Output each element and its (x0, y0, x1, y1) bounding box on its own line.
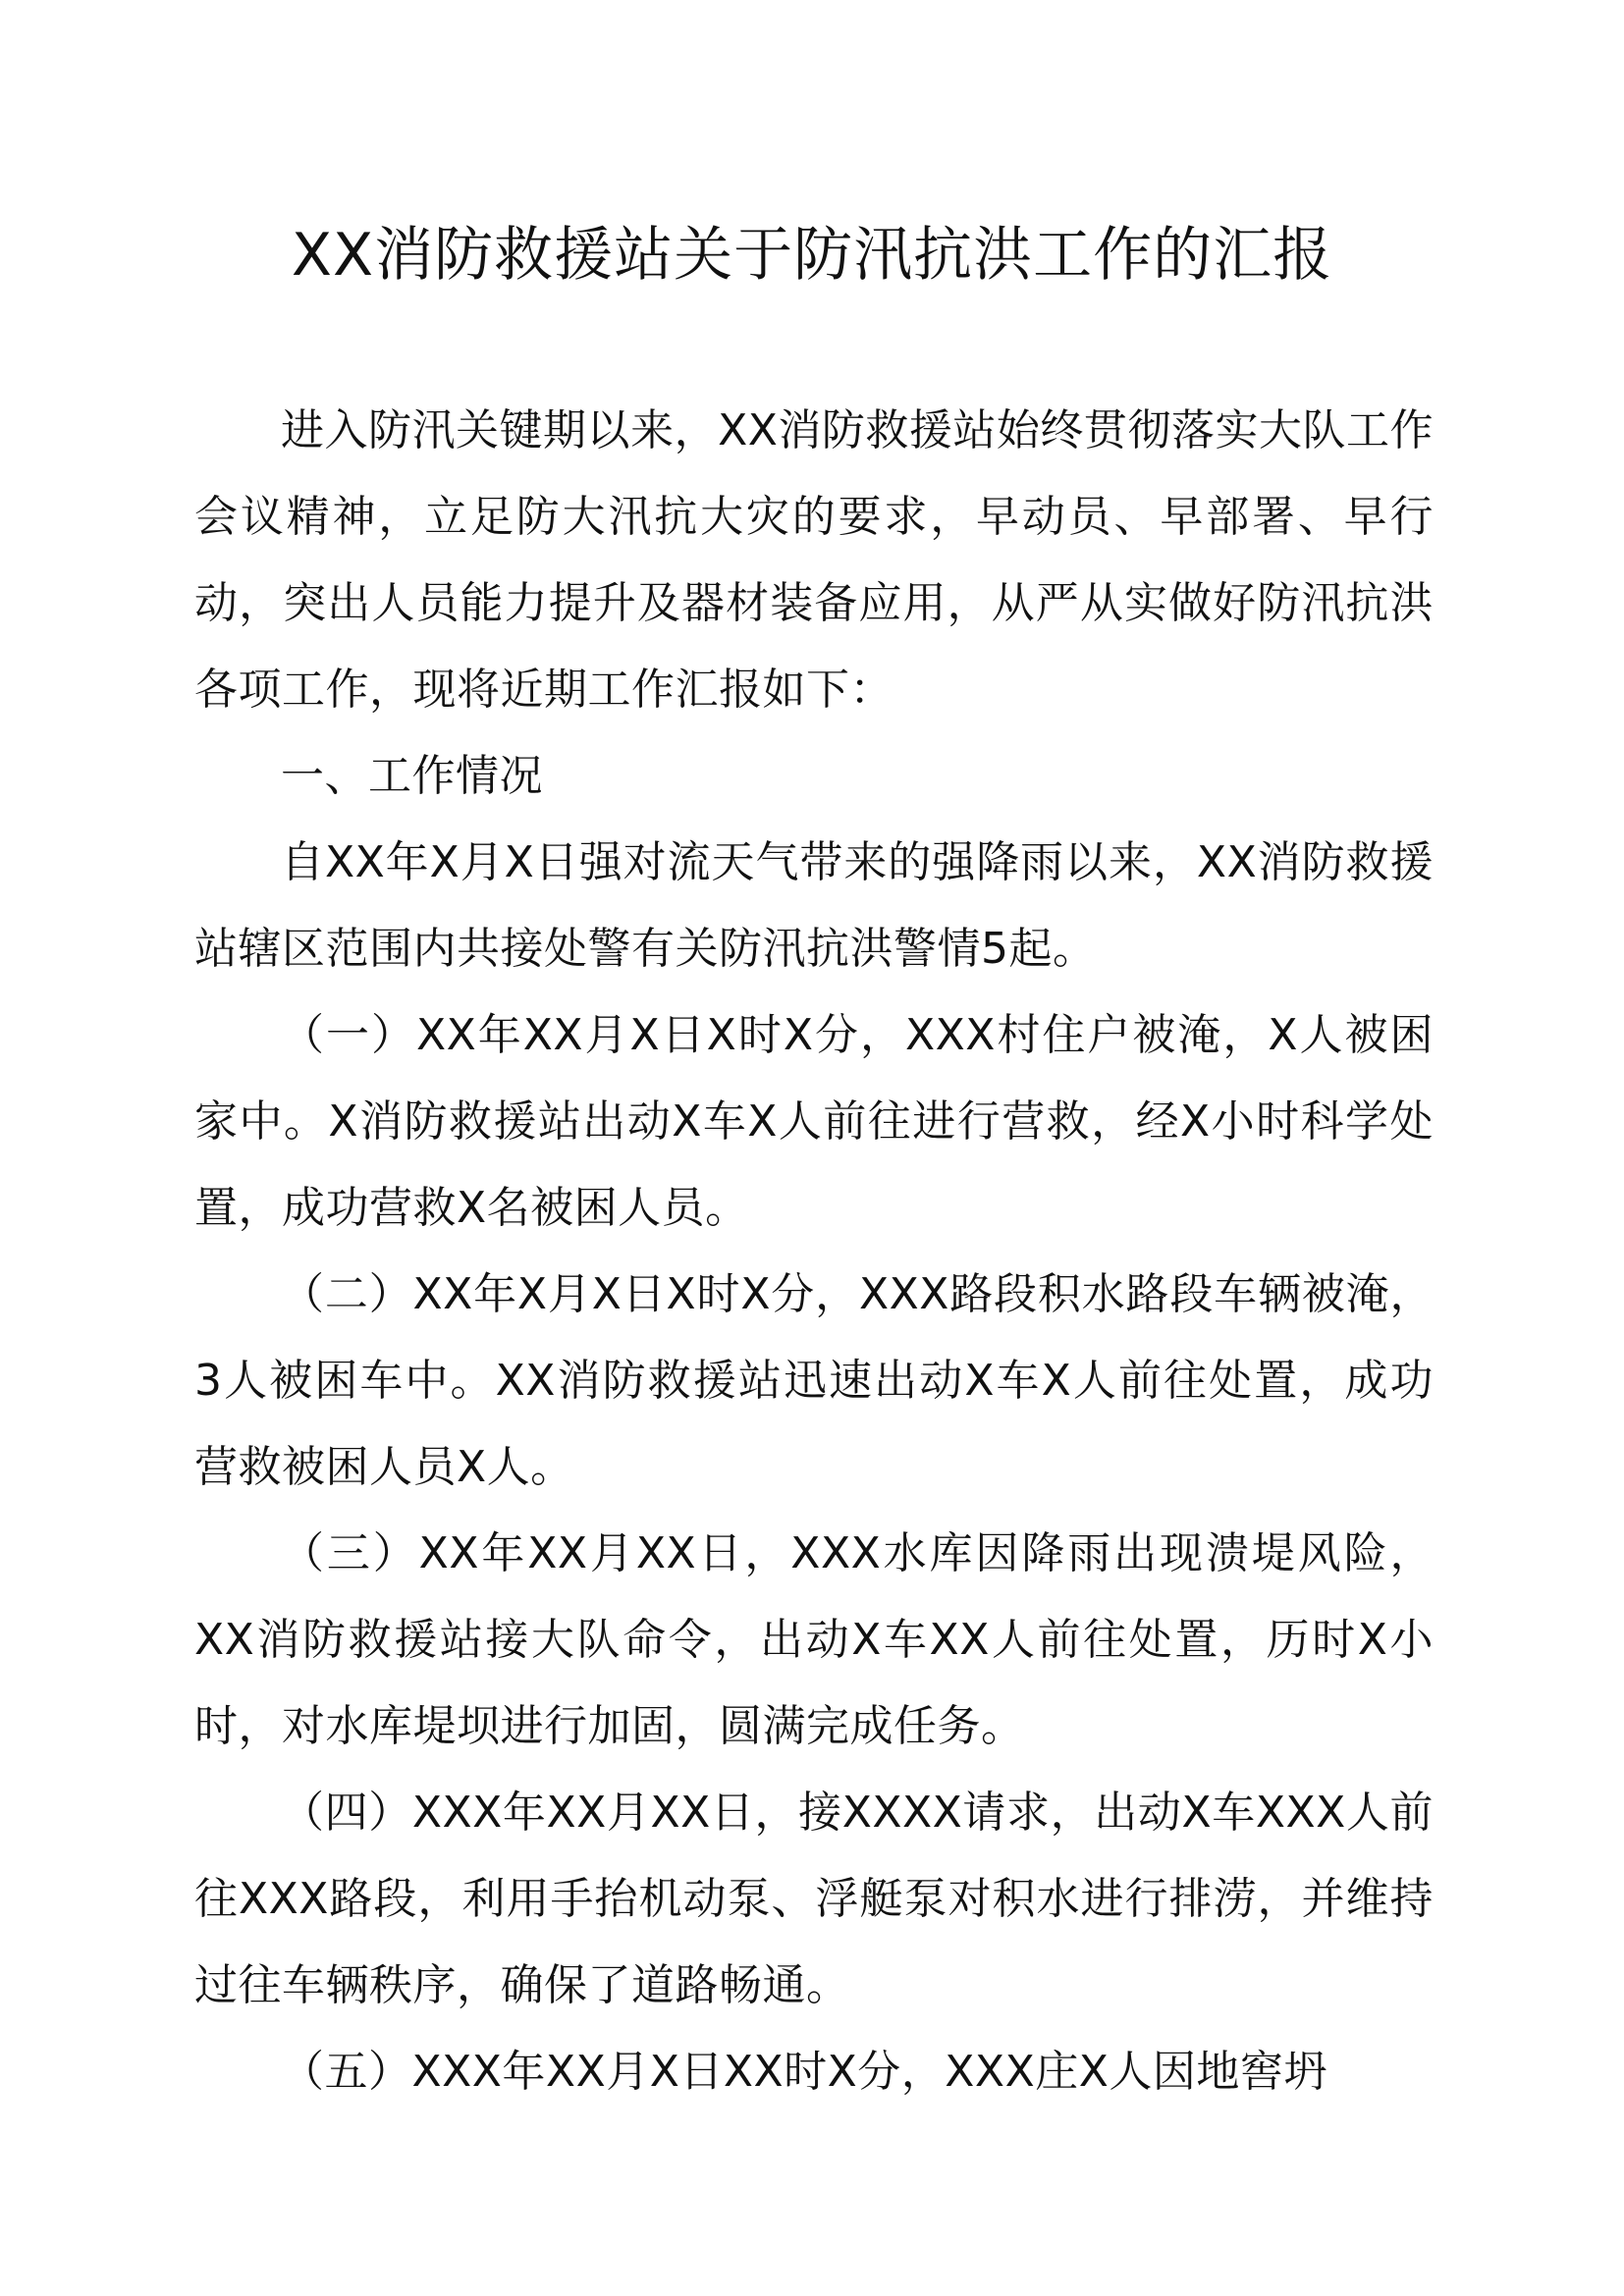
summary-paragraph: 自XX年X月X日强对流天气带来的强降雨以来，XX消防救援站辖区范围内共接处警有关防汛抗洪警情5起。 (194, 837, 1434, 974)
section-heading-work-situation: 一、工作情况 (281, 751, 543, 801)
incident-paragraph-2: （二）XX年X月X日X时X分，XXX路段积水路段车辆被淹，3人被困车中。XX消防救援站迅速出动X车X人前往处置，成功营救被困人员X人。 (194, 1269, 1434, 1492)
incident-paragraph-1: （一）XX年XX月X日X时X分，XXX村住户被淹，X人被困家中。X消防救援站出动X车X人前往进行营救，经X小时科学处置，成功营救X名被困人员。 (194, 1010, 1434, 1233)
document-title: XX消防救援站关于防汛抗洪工作的汇报 (291, 221, 1333, 290)
incident-paragraph-4: （四）XXX年XX月XX日，接XXXX请求，出动X车XXX人前往XXX路段，利用手抬机动泵、浮艇泵对积水进行排涝，并维持过往车辆秩序，确保了道路畅通。 (194, 1788, 1434, 2010)
document-body (194, 388, 1434, 2115)
intro-paragraph: 进入防汛关键期以来，XX消防救援站始终贯彻落实大队工作会议精神，立足防大汛抗大灾的要求，早动员、早部署、早行动，突出人员能力提升及器材装备应用，从严从实做好防汛抗洪各项工作，现将近期工作汇报如下： (194, 405, 1434, 715)
incident-paragraph-5: （五）XXX年XX月X日XX时X分，XXX庄X人因地窖坍 (281, 2047, 1327, 2097)
incident-paragraph-3: （三）XX年XX月XX日，XXX水库因降雨出现溃堤风险，XX消防救援站接大队命令，出动X车XX人前往处置，历时X小时，对水库堤坝进行加固，圆满完成任务。 (194, 1528, 1434, 1751)
